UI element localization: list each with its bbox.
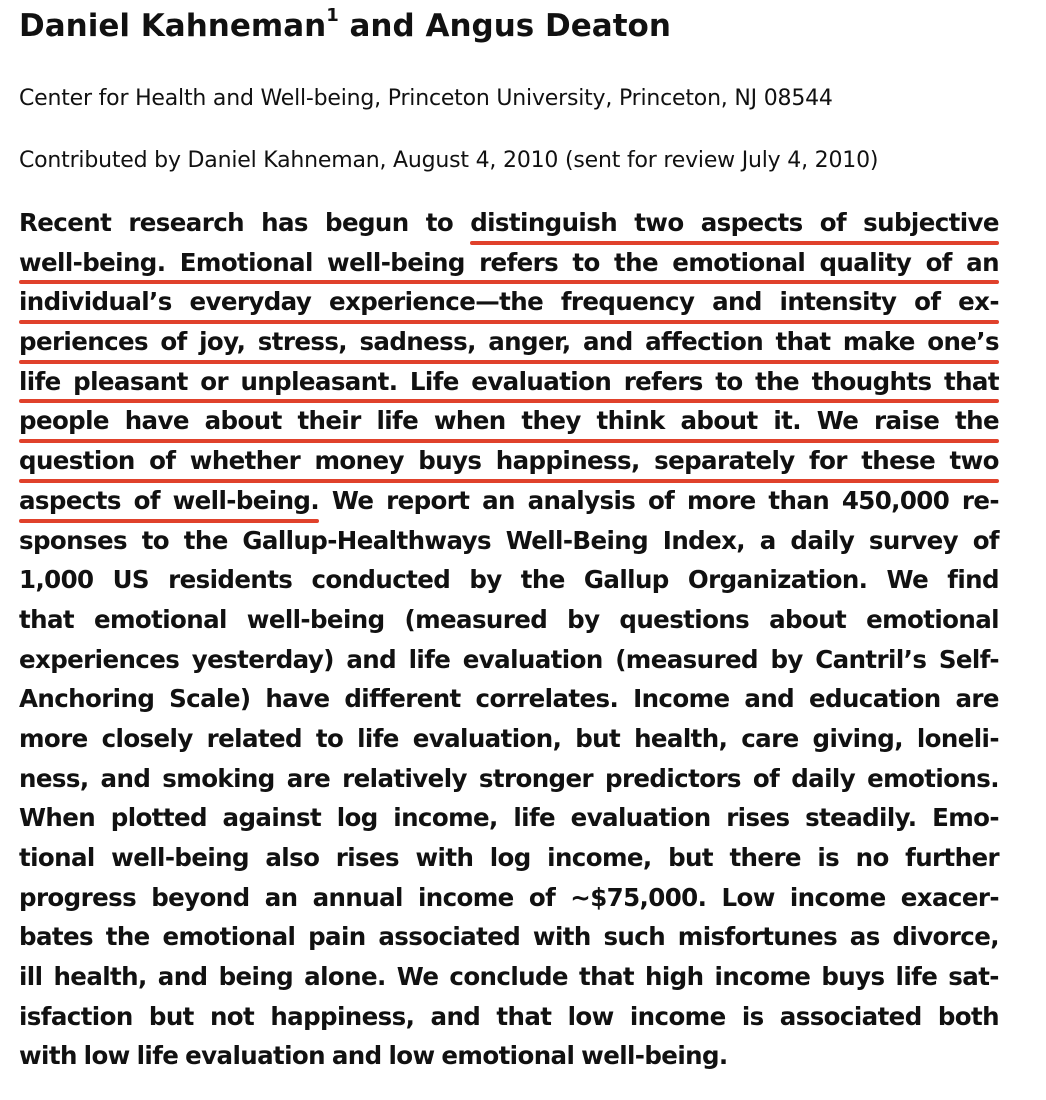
- abstract-word: US: [112, 565, 149, 595]
- abstract-word: by: [469, 565, 502, 595]
- abstract-word: question: [19, 446, 135, 476]
- abstract-word: of: [752, 763, 780, 793]
- abstract-word: income,: [393, 803, 498, 833]
- abstract-word: Well-Being: [505, 525, 649, 555]
- abstract-word: and: [430, 1001, 481, 1031]
- abstract-word: but: [668, 843, 713, 872]
- abstract-word: happiness,: [495, 446, 640, 476]
- abstract-word: well-being.: [172, 485, 320, 515]
- abstract-word: Recent: [19, 208, 112, 237]
- abstract-word: joy,: [199, 327, 246, 357]
- abstract-word: bates: [19, 922, 93, 952]
- abstract-word: emotional: [866, 604, 999, 634]
- abstract-word: with: [19, 1041, 77, 1071]
- abstract-word: with: [415, 843, 474, 872]
- abstract-word: and: [582, 327, 633, 357]
- abstract-word: buys: [821, 962, 885, 992]
- abstract-word: emotional: [441, 1041, 575, 1071]
- abstract-word: misfortunes: [677, 922, 838, 952]
- abstract-word: 1,000: [19, 565, 94, 595]
- abstract-word: there: [729, 843, 801, 872]
- abstract-word: well-being.: [19, 247, 166, 277]
- abstract-word: sadness,: [359, 327, 476, 357]
- highlight-underline: [19, 280, 999, 284]
- highlight-underline: [470, 241, 999, 245]
- abstract-word: they: [521, 406, 581, 436]
- abstract-word: and: [744, 684, 795, 714]
- abstract-word: alone.: [304, 962, 386, 992]
- abstract-word: anger,: [488, 327, 571, 357]
- abstract-word: the: [520, 565, 565, 595]
- abstract-word: ~$75,000.: [570, 882, 707, 912]
- abstract-word: log: [489, 843, 531, 872]
- abstract-word: than: [768, 485, 830, 515]
- abstract-line: [19, 406, 999, 446]
- abstract-word: tional: [19, 843, 95, 872]
- abstract-word: people: [19, 406, 109, 436]
- abstract-word: to: [315, 723, 344, 753]
- abstract-word: experiences: [19, 644, 180, 674]
- abstract-word: Gallup: [583, 565, 669, 595]
- highlight-underline: [19, 479, 999, 483]
- abstract-word: annual: [312, 882, 403, 912]
- highlight-underline: [19, 320, 999, 324]
- abstract-word: emotions.: [867, 763, 999, 793]
- abstract-word: life: [513, 803, 556, 833]
- abstract-word: frequency: [560, 287, 695, 317]
- abstract-line: [19, 367, 999, 407]
- abstract-word: Cantril’s: [815, 644, 927, 674]
- abstract-word: that: [496, 1001, 552, 1031]
- abstract-word: Self-: [938, 644, 999, 674]
- abstract-word: sat-: [948, 962, 999, 992]
- abstract-word: of: [972, 525, 999, 555]
- abstract-line: [19, 327, 999, 367]
- abstract-word: low: [83, 1041, 130, 1071]
- abstract-word: low: [388, 1041, 435, 1071]
- abstract-word: When: [19, 803, 96, 833]
- abstract-word: the: [614, 247, 659, 277]
- abstract-word: 450,000: [841, 485, 950, 515]
- abstract-word: Scale): [169, 684, 251, 714]
- highlight-underline: [19, 519, 319, 523]
- abstract-word: against: [222, 803, 322, 833]
- abstract-word: of: [647, 485, 675, 515]
- abstract-word: two: [949, 446, 999, 476]
- abstract-word: are: [286, 763, 331, 793]
- abstract-word: such: [603, 922, 666, 952]
- abstract-word: high: [645, 962, 704, 992]
- abstract-line: [19, 287, 999, 327]
- abstract-word: life: [136, 1041, 179, 1071]
- abstract-line: [19, 486, 999, 526]
- abstract-word: smoking: [162, 763, 275, 793]
- abstract-word: of: [914, 287, 941, 317]
- highlight-underline: [19, 399, 999, 403]
- abstract-word: a: [759, 525, 776, 555]
- abstract-word: Index,: [662, 525, 746, 555]
- abstract-line: [19, 684, 999, 724]
- abstract-word: health,: [53, 962, 147, 992]
- abstract-line: [19, 1002, 999, 1042]
- abstract-word: Low: [721, 882, 775, 912]
- abstract-word: daily: [790, 525, 855, 555]
- abstract-word: correlates.: [475, 684, 619, 714]
- highlight-underline: [19, 360, 999, 364]
- abstract-word: giving,: [812, 723, 903, 753]
- abstract-line: [19, 922, 999, 962]
- abstract-word: closely: [101, 723, 193, 753]
- abstract-word: and: [712, 287, 762, 317]
- abstract-word: to: [715, 366, 743, 396]
- abstract-word: or: [200, 366, 228, 396]
- abstract-word: money: [314, 446, 404, 476]
- abstract-word: to: [425, 208, 454, 237]
- abstract-line: [19, 526, 999, 566]
- abstract-word: more: [19, 723, 88, 753]
- abstract-word: evaluation,: [412, 723, 562, 753]
- abstract-word: Income: [633, 684, 730, 714]
- abstract-word: by: [567, 604, 600, 634]
- abstract-word: unpleasant.: [240, 366, 398, 396]
- abstract-word: think: [596, 406, 665, 436]
- abstract-word: distinguish: [470, 208, 618, 237]
- abstract-word: Anchoring: [19, 684, 155, 714]
- abstract-word: different: [344, 684, 461, 714]
- abstract-word: that: [775, 327, 831, 357]
- abstract-word: yesterday): [191, 644, 334, 674]
- abstract-word: the: [954, 406, 999, 436]
- abstract-word: low: [567, 1001, 614, 1031]
- abstract-word: ill: [19, 962, 43, 992]
- abstract-word: individual’s: [19, 287, 172, 317]
- abstract-word: the: [755, 366, 800, 396]
- abstract-word: well-being.: [581, 1041, 728, 1071]
- abstract-word: these: [861, 446, 936, 476]
- abstract-word: of: [925, 247, 952, 277]
- abstract-word: and: [331, 1041, 382, 1071]
- abstract-word: income,: [547, 843, 652, 872]
- abstract-word: questions: [619, 604, 750, 634]
- abstract-word: being: [218, 962, 294, 992]
- abstract-word: income: [417, 882, 514, 912]
- abstract-word: everyday: [189, 287, 312, 317]
- abstract-word: refers: [479, 247, 559, 277]
- abstract-word: well-being: [111, 843, 249, 872]
- abstract-word: Emo-: [932, 803, 999, 833]
- abstract-word: quality: [819, 247, 912, 277]
- abstract-word: an: [264, 882, 298, 912]
- abstract-word: well-being: [246, 604, 385, 634]
- abstract-word: evaluation: [471, 366, 612, 396]
- abstract-line: [19, 724, 999, 764]
- abstract-line: [19, 764, 999, 804]
- abstract-word: survey: [868, 525, 958, 555]
- abstract-word: life: [895, 962, 938, 992]
- abstract-word: the: [105, 922, 150, 952]
- abstract-word: isfaction: [19, 1001, 133, 1031]
- abstract-word: and: [346, 644, 397, 674]
- abstract-word: subjective: [863, 208, 999, 237]
- abstract-word: intensity: [779, 287, 897, 317]
- abstract-word: pain: [308, 922, 366, 952]
- abstract-word: one’s: [927, 327, 999, 357]
- abstract-word: health,: [634, 723, 728, 753]
- abstract-word: experience—the: [328, 287, 544, 317]
- abstract-line: [19, 883, 999, 923]
- abstract-word: for: [809, 446, 847, 476]
- abstract-word: with: [532, 922, 591, 952]
- abstract-word: both: [937, 1001, 999, 1031]
- abstract-word: has: [261, 208, 308, 237]
- abstract-word: sponses: [19, 525, 127, 555]
- abstract-word: that: [578, 962, 634, 992]
- abstract-word: have: [124, 406, 189, 436]
- abstract-word: is: [741, 1001, 764, 1031]
- abstract-line: [19, 248, 999, 288]
- affiliation-marker: 1: [326, 4, 339, 26]
- abstract-line: [19, 1041, 999, 1081]
- abstract-word: aspects: [700, 208, 803, 237]
- abstract-word: research: [128, 208, 244, 237]
- abstract-word: log: [336, 803, 378, 833]
- abstract-word: thoughts: [811, 366, 932, 396]
- contribution-note: Contributed by Daniel Kahneman, August 4, 2010 (sent for review July 4, 2010): [19, 148, 879, 173]
- abstract-word: of: [528, 882, 556, 912]
- abstract-word: predictors: [605, 763, 741, 793]
- abstract-word: also: [265, 843, 320, 872]
- abstract-word: separately: [654, 446, 795, 476]
- abstract-word: exacer-: [900, 882, 999, 912]
- abstract-word: that: [943, 366, 999, 396]
- abstract-word: no: [855, 843, 889, 872]
- abstract-word: about: [680, 406, 758, 436]
- abstract-word: associated: [378, 922, 521, 952]
- abstract-word: income: [789, 882, 886, 912]
- abstract-line: [19, 605, 999, 645]
- abstract-word: about: [204, 406, 282, 436]
- abstract-word: buys: [418, 446, 482, 476]
- abstract-word: rises: [726, 803, 790, 833]
- abstract-word: conducted: [311, 565, 451, 595]
- abstract-word: two: [634, 208, 684, 237]
- abstract-line: [19, 962, 999, 1002]
- abstract-word: raise: [874, 406, 940, 436]
- abstract-word: ex-: [958, 287, 999, 317]
- abstract-word: and: [157, 962, 208, 992]
- abstract-word: life: [408, 644, 451, 674]
- abstract-word: as: [849, 922, 880, 952]
- abstract-word: have: [265, 684, 330, 714]
- abstract-word: whether: [189, 446, 301, 476]
- abstract-word: happiness,: [270, 1001, 415, 1031]
- abstract-word: beyond: [151, 882, 250, 912]
- highlight-underline: [19, 439, 999, 443]
- abstract-word: re-: [961, 485, 999, 515]
- abstract-word: of: [149, 446, 176, 476]
- abstract-word: not: [209, 1001, 255, 1031]
- abstract-word: We: [816, 406, 859, 436]
- abstract-line: [19, 843, 999, 883]
- abstract-word: stronger: [478, 763, 593, 793]
- abstract-word: education: [808, 684, 941, 714]
- abstract-word: daily: [791, 763, 856, 793]
- abstract-word: rises: [335, 843, 400, 872]
- author-kahneman: Daniel Kahneman: [19, 8, 327, 44]
- abstract-word: We: [396, 962, 439, 992]
- abstract-line: [19, 208, 999, 248]
- abstract-word: related: [206, 723, 302, 753]
- abstract-word: Life: [409, 366, 459, 396]
- abstract-word: emotional: [162, 922, 296, 952]
- abstract-word: and: [100, 763, 151, 793]
- abstract-word: are: [955, 684, 999, 714]
- abstract-word: emotional: [93, 604, 227, 634]
- abstract-line: [19, 803, 999, 843]
- abstract-word: to: [572, 247, 600, 277]
- abstract-word: life: [19, 366, 61, 396]
- abstract-word: analysis: [527, 485, 636, 515]
- abstract-word: by: [770, 644, 803, 674]
- abstract-word: more: [686, 485, 756, 515]
- abstract-word: progress: [19, 882, 137, 912]
- abstract-word: the: [183, 525, 228, 555]
- abstract-word: income: [714, 962, 811, 992]
- abstract-word: when: [433, 406, 506, 436]
- abstract-word: We: [886, 565, 929, 595]
- abstract-word: life: [357, 723, 399, 753]
- abstract-line: [19, 645, 999, 685]
- abstract-word: plotted: [110, 803, 207, 833]
- abstract-word: loneli-: [916, 723, 999, 753]
- abstract-word: ness,: [19, 763, 89, 793]
- abstract-word: stress,: [257, 327, 348, 357]
- abstract-word: pleasant: [73, 366, 188, 396]
- abstract: [19, 208, 999, 1081]
- abstract-word: periences: [19, 327, 149, 357]
- abstract-word: an: [966, 247, 999, 277]
- author-deaton: and Angus Deaton: [338, 8, 671, 44]
- abstract-word: further: [905, 843, 999, 872]
- abstract-word: evaluation: [570, 803, 711, 833]
- abstract-word: make: [842, 327, 915, 357]
- abstract-word: of: [819, 208, 847, 237]
- affiliation: Center for Health and Well-being, Princeton University, Princeton, NJ 08544: [19, 86, 833, 111]
- abstract-word: about: [769, 604, 847, 634]
- abstract-word: steadily.: [805, 803, 917, 833]
- abstract-word: that: [19, 604, 74, 634]
- abstract-word: find: [947, 565, 999, 595]
- abstract-word: evaluation: [462, 644, 603, 674]
- abstract-word: well-being: [327, 247, 465, 277]
- abstract-word: divorce,: [892, 922, 999, 952]
- abstract-word: begun: [325, 208, 409, 237]
- abstract-word: (measured: [615, 644, 758, 674]
- abstract-word: Gallup-Healthways: [242, 525, 491, 555]
- abstract-word: their: [297, 406, 361, 436]
- abstract-word: it.: [773, 406, 801, 436]
- abstract-word: associated: [779, 1001, 922, 1031]
- abstract-word: but: [575, 723, 621, 753]
- abstract-line: [19, 446, 999, 486]
- abstract-word: refers: [623, 366, 703, 396]
- abstract-word: of: [133, 485, 160, 515]
- abstract-word: is: [817, 843, 840, 872]
- abstract-word: (measured: [404, 604, 548, 634]
- abstract-word: income: [629, 1001, 726, 1031]
- abstract-word: Organization.: [687, 565, 868, 595]
- author-names: [19, 4, 671, 44]
- abstract-word: of: [160, 327, 187, 357]
- abstract-word: but: [148, 1001, 194, 1031]
- abstract-word: an: [482, 485, 515, 515]
- abstract-word: aspects: [19, 485, 121, 515]
- abstract-word: affection: [645, 327, 764, 357]
- abstract-word: relatively: [342, 763, 467, 793]
- abstract-word: to: [141, 525, 170, 555]
- abstract-word: evaluation: [185, 1041, 326, 1071]
- abstract-word: care: [741, 723, 799, 753]
- abstract-line: [19, 565, 999, 605]
- abstract-word: We: [331, 485, 374, 515]
- abstract-word: conclude: [449, 962, 568, 992]
- abstract-word: residents: [168, 565, 293, 595]
- abstract-word: Emotional: [179, 247, 313, 277]
- abstract-word: emotional: [672, 247, 806, 277]
- abstract-word: report: [386, 485, 470, 515]
- abstract-word: life: [376, 406, 419, 436]
